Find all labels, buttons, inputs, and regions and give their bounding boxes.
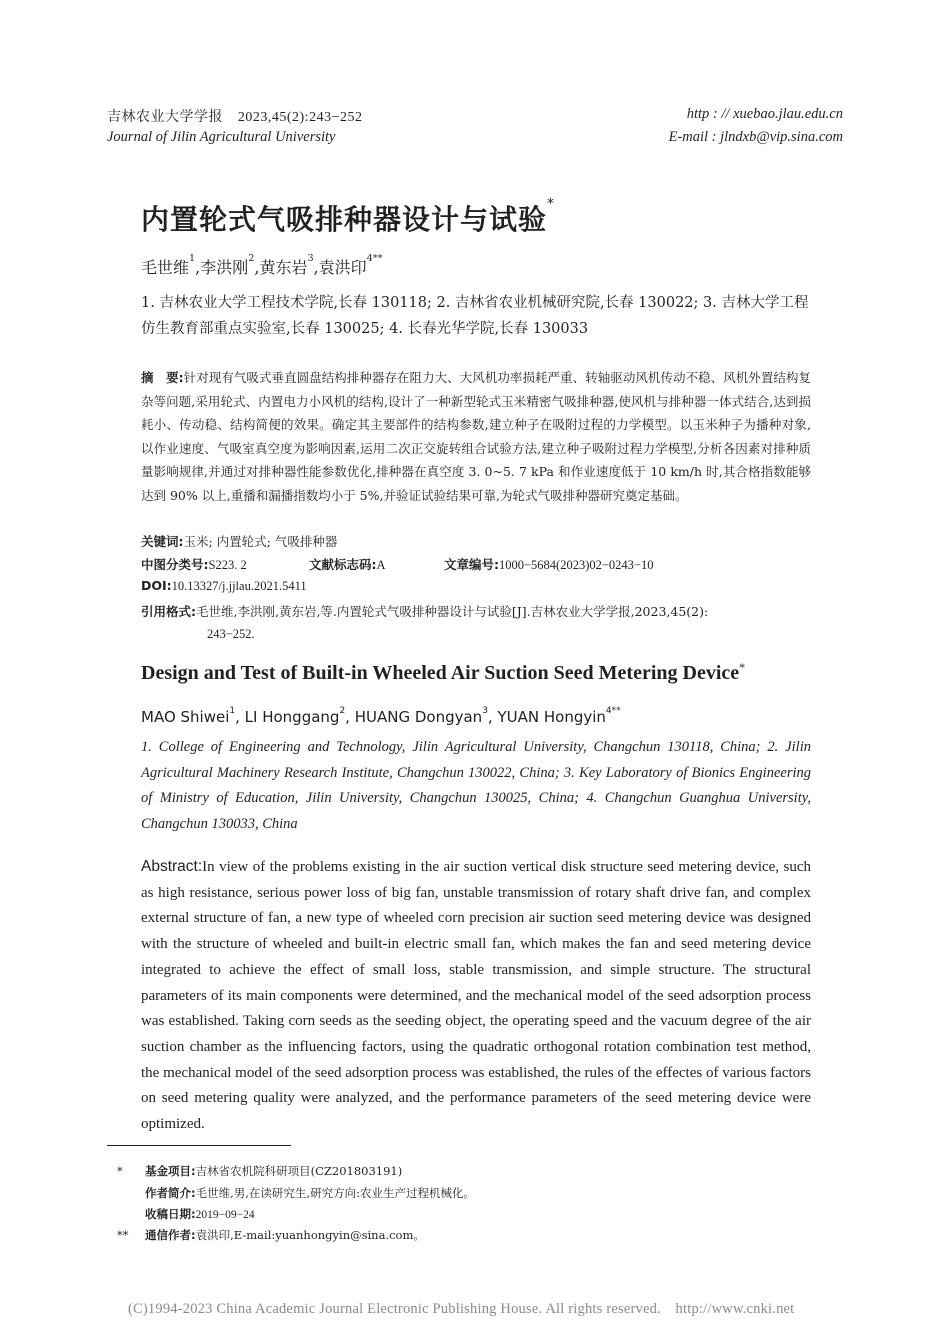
- footnote-label: 收稿日期:: [145, 1207, 196, 1221]
- journal-name-en: Journal of Jilin Agricultural University: [107, 129, 336, 145]
- footnote-corresponding-author: [107, 1227, 425, 1243]
- authors-en: MAO Shiwei$^1$, LI Honggang$^2$, HUANG Dongyan$^3$, YUAN Hongyin$^{4**}$: [141, 706, 621, 726]
- footnote-received-date: [107, 1206, 255, 1222]
- footnote-mark: **: [117, 1228, 129, 1242]
- author-en: LI Honggang: [244, 708, 340, 726]
- affiliations-cn: 1. 吉林农业大学工程技术学院,长春 130118; 2. 吉林省农业机械研究院,长春 130022; 3. 吉林大学工程仿生教育部重点实验室,长春 130025; 4. 长春光华学院,长春 130033: [141, 295, 809, 337]
- paper-title-en: [141, 662, 745, 685]
- footnote-divider: [107, 1145, 291, 1146]
- issue-info: 2023,45(2):243−252: [237, 110, 363, 125]
- citation-format: [141, 600, 821, 646]
- author-affil-mark: 2: [248, 253, 255, 264]
- author-cn: 黄东岩: [259, 258, 308, 277]
- citation-label: 引用格式:: [141, 604, 196, 619]
- keywords-cn: [141, 532, 337, 550]
- title-en-fund-mark: *: [739, 660, 746, 674]
- author-en: HUANG Dongyan: [354, 708, 483, 726]
- abstract-cn-text: 针对现有气吸式垂直圆盘结构排种器存在阻力大、大风机功率损耗严重、转轴驱动风机传动不稳、风机外置结构复杂等问题,采用轮式、内置电力小风机的结构,设计了一种新型轮式玉米精密气吸排种器,使风机与排种器一体式结合,达到损耗小、传动稳、结构简便的效果。确定其主要部件的结构参数,建立种子在吸附过程的力学模型。以玉米种子为播种对象,以作业速度、气吸室真空度为影响因素,运用二次正交旋转组合试验方法,建立种子吸附过程力学模型,分析各因素对排种质量影响规律,并通过对排种器性能参数优化,排种器在真空度 3. 0~5. 7 kPa 和作业速度低于 10 km/h 时,其合格指数能够达到 90% 以上,重播和漏播指数均小于 5%,并验证试验结果可靠,为轮式气吸排种器研究奠定基础。: [141, 370, 811, 503]
- keywords-label: 关键词:: [141, 534, 184, 549]
- author-affil-mark: 3: [307, 253, 314, 264]
- footnote-label: 作者简介:: [145, 1186, 196, 1200]
- author-en-affil-mark: 4**: [605, 706, 621, 716]
- article-no-label: 文章编号:: [444, 557, 499, 572]
- author-en-affil-mark: 2: [339, 706, 346, 716]
- abstract-en-text: In view of the problems existing in the air suction vertical disk structure seed metering device, such as high resistance, serious power loss of big fan, unstable transmission of rotary shaft drive fan, and complex external structure of fan, a new type of wheeled corn precision air suction seed metering device was designed with the structure of wheeled and built-in electric small fan, which makes the fan and seed metering device integrated to achieve the effect of small loss, stable transmission, and simple structure. The structural parameters of its main components were determined, and the mechanical model of the seed adsorption process was established. Taking corn seeds as the seeding object, the operating speed and the vacuum degree of the air suction chamber as the influencing factors, using the quadratic orthogonal rotation combination test method, the mechanical model of the seed adsorption process was established, the rules of the effectes of various factors on seed metering quality were analyzed, and the performance parameters of the seed metering device were optimized.: [141, 859, 811, 1133]
- footnote-text: 吉林省农机院科研项目(CZ201803191): [195, 1164, 403, 1178]
- citation-line-2: 243−252.: [207, 627, 255, 641]
- authors-cn: 毛世维$^1$,李洪刚$^2$,黄东岩$^3$,袁洪印$^{4**}$: [141, 253, 383, 277]
- author-en-affil-mark: 3: [482, 706, 488, 716]
- footnote-funding: [107, 1163, 402, 1179]
- copyright-notice: (C)1994-2023 China Academic Journal Electronic Publishing House. All rights reserved. http://www.cnki.net: [128, 1301, 795, 1317]
- classification-line: [141, 555, 821, 573]
- author-cn: 袁洪印: [318, 258, 367, 277]
- paper-title-cn: [141, 198, 555, 238]
- abstract-en-label: Abstract:: [141, 858, 203, 875]
- clc-value: S223. 2: [208, 558, 247, 572]
- article-no-value: 1000−5684(2023)02−0243−10: [499, 558, 654, 572]
- journal-url[interactable]: http : // xuebao.jlau.edu.cn: [686, 106, 843, 122]
- footnote-author-bio: [107, 1185, 475, 1201]
- journal-email[interactable]: E-mail : jlndxb@vip.sina.com: [668, 129, 843, 145]
- footnote-label: 基金项目:: [145, 1164, 196, 1178]
- author-cn: 毛世维: [141, 258, 190, 277]
- title-fund-mark: *: [547, 196, 556, 212]
- author-en: MAO Shiwei: [141, 708, 230, 726]
- affiliations-en: 1. College of Engineering and Technology, Jilin Agricultural University, Changchun 130118, China; 2. Jilin Agricultural Machinery Research Institute, Changchun 130022, China; 3. Key Laboratory of Bionics Engineering of Ministry of Education, Jilin University, Changchun 130025, China; 4. Changchun Guanghua University, Changchun 130033, China: [141, 739, 811, 833]
- doc-code-value: A: [376, 558, 386, 572]
- footnote-text: 袁洪印,E-mail:yuanhongyin@sina.com。: [195, 1228, 425, 1242]
- author-affil-mark: 1: [189, 253, 196, 264]
- author-en: YUAN Hongyin: [497, 708, 606, 726]
- author-en-affil-mark: 1: [229, 706, 236, 716]
- journal-name-cn: 吉林农业大学学报: [107, 109, 223, 125]
- abstract-cn-label: 摘 要:: [141, 370, 184, 385]
- doc-code-label: 文献标志码:: [309, 557, 377, 572]
- footnote-label: 通信作者:: [145, 1228, 196, 1242]
- doi-value[interactable]: 10.13327/j.jjlau.2021.5411: [171, 579, 307, 593]
- keywords-text: 玉米; 内置轮式; 气吸排种器: [183, 534, 338, 549]
- footnote-text: 毛世维,男,在读研究生,研究方向:农业生产过程机械化。: [195, 1186, 475, 1200]
- doi-line: [141, 578, 307, 594]
- running-header-journal: [107, 106, 362, 126]
- author-cn: 李洪刚: [200, 258, 249, 277]
- abstract-cn: [141, 366, 811, 507]
- doi-label: DOI:: [141, 578, 172, 593]
- footnote-text: 2019−09−24: [195, 1209, 255, 1221]
- footnote-mark: *: [117, 1164, 123, 1178]
- author-affil-mark: 4**: [366, 253, 383, 264]
- citation-line-1: 毛世维,李洪刚,黄东岩,等.内置轮式气吸排种器设计与试验[J].吉林农业大学学报,2023,45(2):: [196, 604, 709, 619]
- clc-label: 中图分类号:: [141, 557, 209, 572]
- paper-title-en-text: Design and Test of Built-in Wheeled Air Suction Seed Metering Device: [141, 662, 740, 684]
- paper-title-cn-text: 内置轮式气吸排种器设计与试验: [141, 203, 548, 236]
- abstract-en: [141, 854, 811, 1138]
